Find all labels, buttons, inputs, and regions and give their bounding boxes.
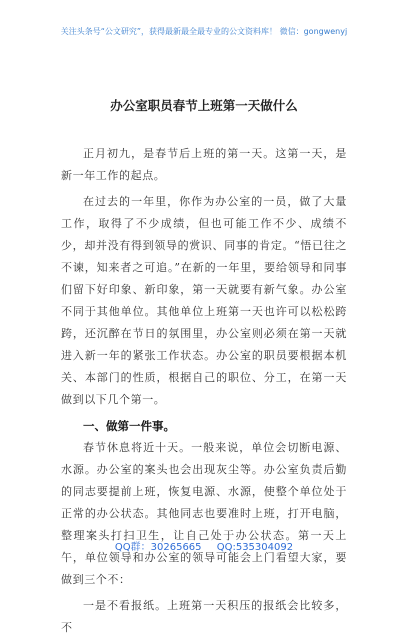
footer-qq-group: QQ群：30265665 — [114, 542, 202, 553]
paragraph: 正月初九，是春节后上班的第一天。这第一天，是新一年工作的起点。 — [61, 147, 347, 182]
document-title: 办公室职员春节上班第一天做什么 — [110, 98, 298, 113]
document-body — [61, 143, 347, 643]
paragraph: 在过去的一年里，你作为办公室的一员，做了大量工作，取得了不少成绩，但也可能工作不少、成绩不少，却并没有得到领导的赏识、同事的肯定。“悟已往之不谏，知来者之可追。”在新的一年里，要给领导和同事们留下好印象、新印象，第一天就要有新气象。办公室不同于其他单位。其他单位上班第一天也许可以松松跨跨，还沉醉在节日的氛围里，办公室则必须在第一天就进入新一年的紧张工作状态。办公室的职员要根据本机关、本部门的性质，根据自己的职位、分工，在第一天做到以下几个第一。 — [61, 195, 347, 406]
paragraph: 一是不看报纸。上班第一天积压的报纸会比较多，不 — [61, 599, 347, 634]
section-heading: 一、做第一件事。 — [83, 419, 175, 433]
footer-qq-number: QQ:535304092 — [216, 542, 294, 553]
paragraph: 春节休息将近十天。一般来说，单位会切断电源、水源。办公室的案头也会出现灰尘等。办公室负责后勤的同志要提前上班，恢复电源、水源，使整个单位处于正常的办公状态。其他同志也要准时上班，打开电脑，整理案头打扫卫生，让自己处于办公状态。第一天上午，单位领导和办公室的领导可能会上门看望大家，要做到三个不： — [61, 441, 347, 586]
header-banner: 关注头条号“公文研究”，获得最新最全最专业的公文资料库！ 微信：gongwenyj — [60, 27, 348, 36]
footer-contact — [0, 538, 408, 553]
